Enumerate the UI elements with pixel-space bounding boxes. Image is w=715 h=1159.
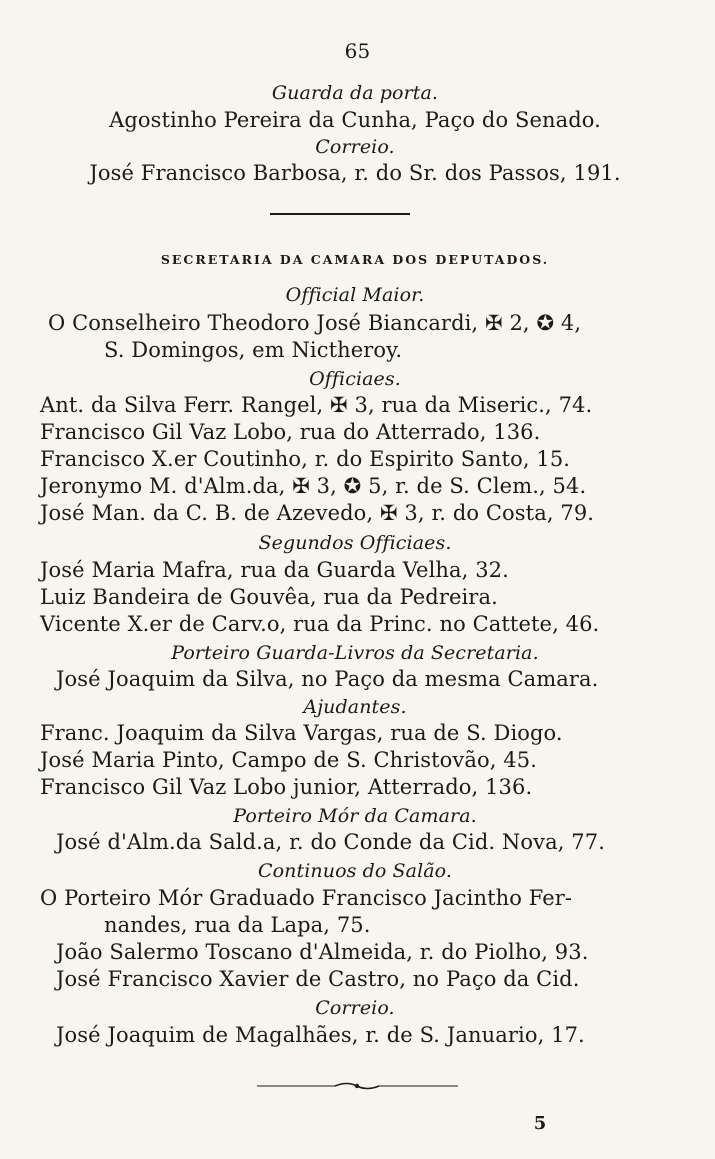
entry-line: José Man. da C. B. de Azevedo, ✠ 3, r. do Costa, 79. <box>40 501 595 525</box>
section-heading: Official Maior. <box>285 284 425 306</box>
entry-line: João Salermo Toscano d'Almeida, r. do Piolho, 93. <box>56 940 589 964</box>
entry-line: Francisco X.er Coutinho, r. do Espirito Santo, 15. <box>40 447 571 471</box>
department-title: SECRETARIA DA CAMARA DOS DEPUTADOS. <box>160 252 550 267</box>
entry-line: Agostinho Pereira da Cunha, Paço do Senado. <box>109 108 601 132</box>
signature-mark: 5 <box>533 1113 547 1134</box>
entry-line: José Maria Pinto, Campo de S. Christovão, 45. <box>40 748 537 772</box>
section-heading: Correio. <box>315 136 395 158</box>
entry-line: Jeronymo M. d'Alm.da, ✠ 3, ✪ 5, r. de S. Clem., 54. <box>40 474 587 498</box>
section-divider <box>270 213 410 215</box>
entry-line: Luiz Bandeira de Gouvêa, rua da Pedreira. <box>40 585 498 609</box>
section-heading: Ajudantes. <box>303 696 407 718</box>
entry-line: O Porteiro Mór Graduado Francisco Jacintho Fer- <box>40 886 573 910</box>
entry-line: José Francisco Xavier de Castro, no Paço da Cid. <box>56 967 580 991</box>
section-heading: Porteiro Guarda-Livros da Secretaria. <box>171 642 539 664</box>
section-heading: Continuos do Salão. <box>257 860 453 882</box>
ornamental-rule-icon <box>255 1081 460 1091</box>
section-heading: Segundos Officiaes. <box>258 532 452 554</box>
entry-line: José Maria Mafra, rua da Guarda Velha, 32. <box>40 558 509 582</box>
page-number: 65 <box>344 39 371 63</box>
section-heading: Correio. <box>315 997 395 1019</box>
entry-line: nandes, rua da Lapa, 75. <box>104 913 371 937</box>
entry-line: José d'Alm.da Sald.a, r. do Conde da Cid. Nova, 77. <box>56 830 605 854</box>
entry-line: José Joaquim de Magalhães, r. de S. Januario, 17. <box>56 1023 585 1047</box>
entry-line: Vicente X.er de Carv.o, rua da Princ. no Cattete, 46. <box>40 612 600 636</box>
entry-line: José Francisco Barbosa, r. do Sr. dos Passos, 191. <box>89 161 621 185</box>
entry-line: Francisco Gil Vaz Lobo, rua do Atterrado, 136. <box>40 420 541 444</box>
section-heading: Officiaes. <box>309 368 401 390</box>
section-heading: Guarda da porta. <box>271 82 439 104</box>
entry-line: O Conselheiro Theodoro José Biancardi, ✠ 2, ✪ 4, <box>48 311 582 335</box>
section-heading: Porteiro Mór da Camara. <box>233 805 477 827</box>
entry-line: Franc. Joaquim da Silva Vargas, rua de S. Diogo. <box>40 721 563 745</box>
entry-line: Ant. da Silva Ferr. Rangel, ✠ 3, rua da Miseric., 74. <box>40 393 593 417</box>
entry-line: S. Domingos, em Nictheroy. <box>104 338 403 362</box>
entry-line: Francisco Gil Vaz Lobo junior, Atterrado, 136. <box>40 775 533 799</box>
entry-line: José Joaquim da Silva, no Paço da mesma Camara. <box>56 667 599 691</box>
